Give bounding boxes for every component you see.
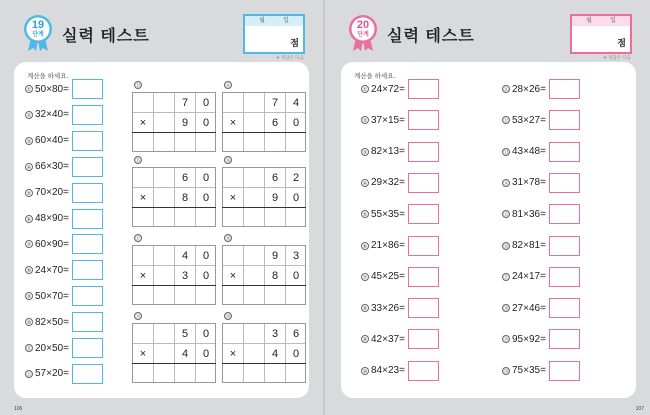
answer-box[interactable] xyxy=(549,79,580,99)
problem-number: ⑲ xyxy=(135,314,141,320)
grid-frame xyxy=(222,167,306,227)
answer-box[interactable] xyxy=(72,131,103,151)
problem-number: ⑤ xyxy=(26,190,32,197)
digit-cell: 6 xyxy=(174,167,195,187)
digit-cell: 0 xyxy=(195,187,216,207)
answer-box[interactable] xyxy=(72,209,103,229)
problem-item xyxy=(502,173,580,193)
answer-box[interactable] xyxy=(549,110,580,130)
problem-number: ⑫ xyxy=(503,118,509,125)
vertical-problem xyxy=(222,158,306,228)
problem-number: ⑧ xyxy=(362,306,368,313)
answer-note: ※ 정답은 다음 xyxy=(276,55,305,60)
problem-expression: 21×86= xyxy=(371,240,405,251)
digit-cell: 3 xyxy=(285,245,306,265)
digit-grid xyxy=(132,167,216,227)
problem-number: ⑧ xyxy=(26,268,32,275)
digit-cell: 0 xyxy=(285,187,306,207)
answer-box[interactable] xyxy=(549,142,580,162)
digit-cell: × xyxy=(222,187,243,207)
problem-number: ⑪ xyxy=(503,87,509,93)
vertical-problem xyxy=(222,314,306,384)
problem-expression: 50×80= xyxy=(35,83,69,95)
problem-expression: 70×20= xyxy=(35,187,69,199)
problem-number: ③ xyxy=(362,149,368,156)
answer-box[interactable] xyxy=(72,338,103,358)
problem-number: ⑮ xyxy=(135,158,141,164)
answer-box[interactable] xyxy=(72,286,103,306)
problem-item xyxy=(502,329,580,349)
problem-item xyxy=(361,173,439,193)
problem-expression: 50×70= xyxy=(35,290,69,302)
step-badge-20 xyxy=(347,14,379,52)
day-label: 일 xyxy=(610,18,616,24)
vertical-problem xyxy=(132,314,216,384)
problem-number: ④ xyxy=(26,164,32,171)
problem-expression: 82×50= xyxy=(35,316,69,328)
problem-number: ⑭ xyxy=(225,83,231,89)
answer-box[interactable] xyxy=(549,173,580,193)
problem-number: ⑱ xyxy=(503,306,509,313)
answer-note: ※ 정답은 다음 xyxy=(603,55,632,60)
digit-cell: 6 xyxy=(264,112,285,132)
problem-item xyxy=(502,267,580,287)
problem-expression: 81×36= xyxy=(512,208,546,220)
problem-expression: 42×37= xyxy=(371,333,405,345)
sum-line xyxy=(132,285,216,286)
sum-line xyxy=(132,207,216,208)
digit-cell: 2 xyxy=(285,167,306,187)
answer-box[interactable] xyxy=(72,312,103,332)
problem-item xyxy=(25,131,103,151)
date-header xyxy=(245,16,303,26)
problem-number: ② xyxy=(362,118,368,125)
problem-item xyxy=(502,204,580,224)
problem-number: ⑦ xyxy=(362,274,368,281)
problem-number: ⑲ xyxy=(503,337,509,344)
problem-number: ⑤ xyxy=(362,212,368,219)
problem-item xyxy=(502,79,580,99)
digit-cell: × xyxy=(132,265,153,285)
problem-number: ⑰ xyxy=(503,274,509,281)
problem-number: ⑩ xyxy=(362,368,368,375)
problem-item xyxy=(25,234,103,254)
digit-cell: 9 xyxy=(264,245,285,265)
problem-number: ⑪ xyxy=(26,346,32,352)
problem-number: ③ xyxy=(26,138,32,145)
problem-number: ⑥ xyxy=(26,216,32,223)
digit-grid xyxy=(132,92,216,152)
digit-cell: 0 xyxy=(195,265,216,285)
digit-cell: 9 xyxy=(264,187,285,207)
step-badge-19 xyxy=(22,14,54,52)
vertical-problem xyxy=(222,83,306,153)
problem-item xyxy=(361,110,439,130)
problem-item xyxy=(25,364,103,384)
problem-number: ② xyxy=(26,112,32,119)
digit-cell: 0 xyxy=(285,265,306,285)
problem-number: ⑮ xyxy=(503,212,509,219)
problem-item xyxy=(502,110,580,130)
digit-grid xyxy=(222,92,306,152)
digit-grid xyxy=(132,245,216,305)
day-label: 일 xyxy=(283,18,289,24)
digit-grid xyxy=(222,245,306,305)
problem-number: ⑩ xyxy=(26,320,32,327)
digit-cell: 5 xyxy=(174,323,195,343)
problem-expression: 28×26= xyxy=(512,83,546,95)
problem-item xyxy=(361,267,439,287)
vertical-problem xyxy=(132,236,216,306)
answer-box[interactable] xyxy=(408,142,439,162)
answer-box[interactable] xyxy=(408,361,439,381)
digit-cell: 6 xyxy=(285,323,306,343)
problem-item xyxy=(361,236,439,256)
problem-number: ⑨ xyxy=(362,337,368,344)
grid-frame xyxy=(222,245,306,305)
problem-number: ⑬ xyxy=(503,149,509,156)
problem-number: ⑳ xyxy=(225,314,231,320)
problem-item xyxy=(361,361,439,381)
problem-expression: 60×90= xyxy=(35,238,69,250)
problem-item xyxy=(361,329,439,349)
problem-expression: 55×35= xyxy=(371,208,405,220)
problem-expression: 66×30= xyxy=(35,161,69,173)
digit-cell: 7 xyxy=(264,92,285,112)
problem-panel xyxy=(14,62,309,398)
problem-panel xyxy=(341,62,636,398)
problem-expression: 43×48= xyxy=(512,146,546,158)
answer-box[interactable] xyxy=(72,183,103,203)
digit-cell: 0 xyxy=(195,343,216,363)
digit-cell: 9 xyxy=(174,112,195,132)
digit-cell: × xyxy=(222,343,243,363)
digit-cell: × xyxy=(222,112,243,132)
digit-cell: × xyxy=(132,112,153,132)
instruction: 계산을 하세요. xyxy=(27,73,69,80)
problem-item xyxy=(25,338,103,358)
answer-box[interactable] xyxy=(408,267,439,287)
problem-item xyxy=(361,79,439,99)
digit-cell: 0 xyxy=(195,112,216,132)
step-number: 20 xyxy=(356,19,370,31)
grid-frame xyxy=(132,92,216,152)
problem-number: ⑯ xyxy=(225,158,231,164)
problem-number: ⑦ xyxy=(26,242,32,249)
digit-cell: 0 xyxy=(195,92,216,112)
problem-item xyxy=(25,105,103,125)
vertical-problem xyxy=(222,236,306,306)
digit-cell: 7 xyxy=(174,92,195,112)
grid-frame xyxy=(222,323,306,383)
problem-number: ⑳ xyxy=(503,368,509,375)
answer-box[interactable] xyxy=(549,329,580,349)
problem-expression: 95×92= xyxy=(512,333,546,345)
sum-line xyxy=(222,132,306,133)
problem-expression: 24×72= xyxy=(371,83,405,95)
score-label: 점 xyxy=(617,38,626,48)
sum-line xyxy=(132,363,216,364)
answer-box[interactable] xyxy=(72,157,103,177)
problem-expression: 31×78= xyxy=(512,177,546,189)
digit-cell: 8 xyxy=(264,265,285,285)
answer-box[interactable] xyxy=(72,79,103,99)
problem-item xyxy=(25,79,103,99)
digit-cell: × xyxy=(132,187,153,207)
page-title: 실력 테스트 xyxy=(387,28,475,45)
digit-cell: 0 xyxy=(285,343,306,363)
digit-grid xyxy=(132,323,216,383)
digit-cell: 0 xyxy=(195,245,216,265)
problem-number: ① xyxy=(26,87,32,93)
digit-cell: 4 xyxy=(264,343,285,363)
problem-expression: 60×40= xyxy=(35,135,69,147)
problem-number: ⑨ xyxy=(26,294,32,301)
problem-item xyxy=(361,204,439,224)
answer-box[interactable] xyxy=(408,79,439,99)
answer-box[interactable] xyxy=(408,298,439,318)
month-label: 월 xyxy=(259,18,265,24)
problem-expression: 82×81= xyxy=(512,240,546,251)
problem-number: ⑬ xyxy=(135,83,141,89)
problem-expression: 37×15= xyxy=(371,114,405,126)
vertical-problem xyxy=(132,83,216,153)
digit-cell: 4 xyxy=(285,92,306,112)
answer-box[interactable] xyxy=(408,236,439,256)
problem-item xyxy=(25,312,103,332)
problem-number: ① xyxy=(362,87,368,93)
digit-cell: 4 xyxy=(174,343,195,363)
problem-expression: 32×40= xyxy=(35,109,69,121)
month-label: 월 xyxy=(586,18,592,24)
digit-cell: 0 xyxy=(195,323,216,343)
answer-box[interactable] xyxy=(408,329,439,349)
grid-frame xyxy=(132,245,216,305)
step-unit: 단계 xyxy=(32,32,44,38)
page-title: 실력 테스트 xyxy=(62,28,150,45)
problem-number: ⑱ xyxy=(225,236,231,242)
step-unit: 단계 xyxy=(357,32,369,38)
grid-frame xyxy=(222,92,306,152)
step-number: 19 xyxy=(31,19,45,31)
vertical-problem xyxy=(132,158,216,228)
answer-box[interactable] xyxy=(408,110,439,130)
problem-number: ⑰ xyxy=(135,236,141,242)
page-number: 107 xyxy=(635,406,644,412)
grid-frame xyxy=(132,323,216,383)
instruction: 계산을 하세요. xyxy=(354,73,396,80)
problem-expression: 33×26= xyxy=(371,302,405,314)
problem-number: ⑯ xyxy=(503,243,509,250)
problem-expression: 45×25= xyxy=(371,271,405,283)
digit-cell: 8 xyxy=(174,187,195,207)
sum-line xyxy=(222,207,306,208)
answer-box[interactable] xyxy=(408,173,439,193)
sum-line xyxy=(132,132,216,133)
problem-number: ⑫ xyxy=(26,371,32,378)
digit-cell: × xyxy=(132,343,153,363)
problem-item xyxy=(25,286,103,306)
problem-expression: 82×13= xyxy=(371,146,405,158)
digit-cell: 3 xyxy=(174,265,195,285)
digit-cell: 0 xyxy=(285,112,306,132)
problem-item xyxy=(502,361,580,381)
grid-frame xyxy=(132,167,216,227)
answer-box[interactable] xyxy=(549,361,580,381)
problem-item xyxy=(25,209,103,229)
problem-expression: 75×35= xyxy=(512,365,546,377)
answer-box[interactable] xyxy=(72,260,103,280)
problem-expression: 53×27= xyxy=(512,114,546,126)
digit-cell: 3 xyxy=(264,323,285,343)
problem-item xyxy=(502,236,580,256)
problem-number: ⑭ xyxy=(503,180,509,187)
problem-expression: 29×32= xyxy=(371,177,405,189)
digit-cell: 0 xyxy=(195,167,216,187)
problem-expression: 24×70= xyxy=(35,264,69,276)
problem-item xyxy=(502,298,580,318)
answer-box[interactable] xyxy=(549,236,580,256)
answer-box[interactable] xyxy=(408,204,439,224)
answer-box[interactable] xyxy=(72,234,103,254)
answer-box[interactable] xyxy=(72,364,103,384)
problem-expression: 27×46= xyxy=(512,302,546,314)
digit-cell: 4 xyxy=(174,245,195,265)
score-box[interactable] xyxy=(243,14,305,54)
problem-expression: 84×23= xyxy=(371,365,405,377)
problem-item xyxy=(25,260,103,280)
digit-grid xyxy=(222,167,306,227)
right-page xyxy=(325,0,650,415)
answer-box[interactable] xyxy=(549,267,580,287)
answer-box[interactable] xyxy=(72,105,103,125)
problem-item xyxy=(361,298,439,318)
problem-item xyxy=(502,142,580,162)
problem-number: ④ xyxy=(362,180,368,187)
sum-line xyxy=(222,285,306,286)
sum-line xyxy=(222,363,306,364)
score-label: 점 xyxy=(290,38,299,48)
problem-number: ⑥ xyxy=(362,243,368,250)
digit-cell: × xyxy=(222,265,243,285)
digit-cell: 6 xyxy=(264,167,285,187)
problem-item xyxy=(25,157,103,177)
date-header xyxy=(572,16,630,26)
problem-expression: 20×50= xyxy=(35,342,69,354)
problem-expression: 48×90= xyxy=(35,213,69,224)
problem-item xyxy=(361,142,439,162)
answer-box[interactable] xyxy=(549,204,580,224)
page-number: 106 xyxy=(14,406,23,412)
digit-grid xyxy=(222,323,306,383)
score-box[interactable] xyxy=(570,14,632,54)
problem-item xyxy=(25,183,103,203)
problem-expression: 24×17= xyxy=(512,271,546,283)
problem-expression: 57×20= xyxy=(35,368,69,380)
answer-box[interactable] xyxy=(549,298,580,318)
